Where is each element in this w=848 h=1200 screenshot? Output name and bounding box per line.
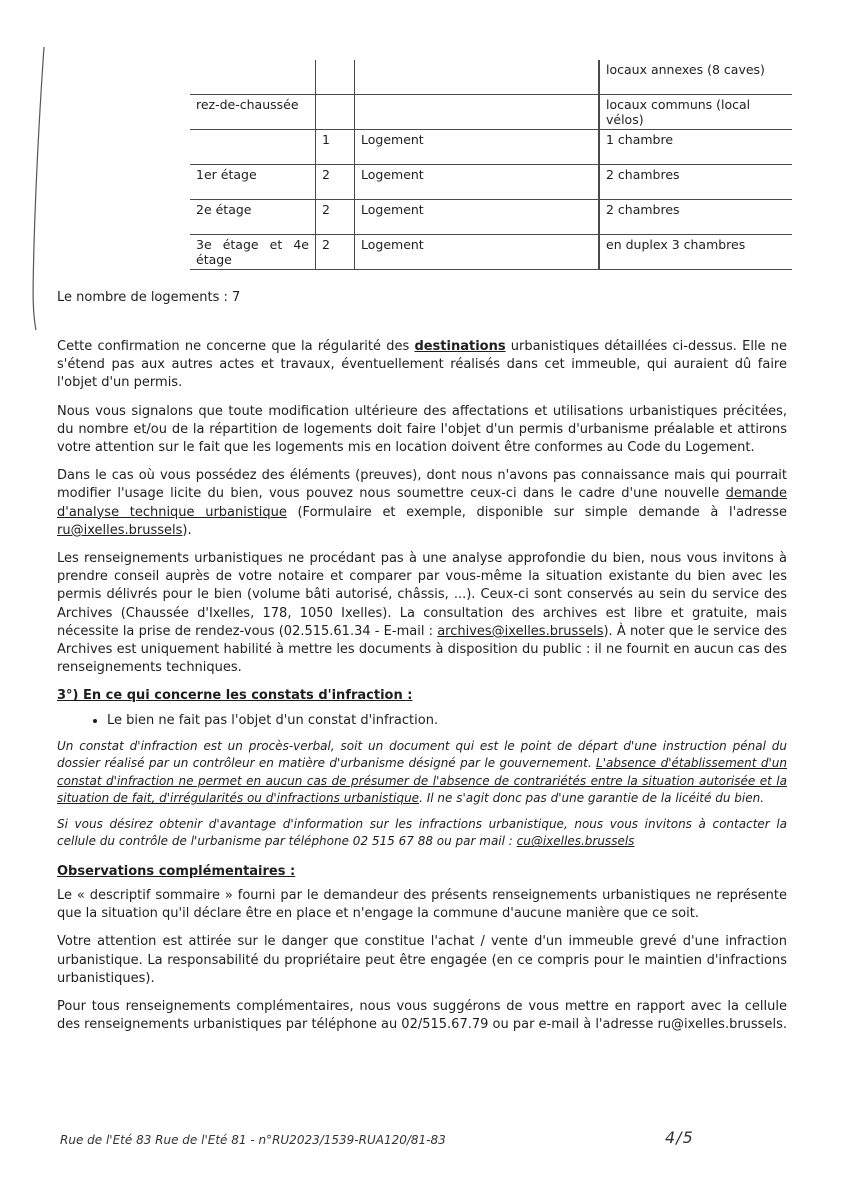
type-cell: Logement <box>355 165 599 200</box>
observation-3: Pour tous renseignements complémentaires, nous vous suggérons de vous mettre en rapport avec la cellule des renseignements urbanistiques par téléphone au 02/515.67.79 ou par e-mail à l'adresse ru@ixelles.brussels. <box>57 999 787 1033</box>
text: ). <box>182 522 192 538</box>
type-cell: Logement <box>355 200 599 235</box>
observation-1: Le « descriptif sommaire » fourni par le demandeur des présents renseignements urbanistiques ne représente que la situation qu'il déclare être en place et n'engage la commune d'aucune manière que ce soit. <box>57 888 787 922</box>
desc-cell: locaux communs (local vélos) <box>600 95 793 130</box>
count-cell <box>316 60 355 95</box>
observation-2: Votre attention est attirée sur le danger que constitue l'achat / vente d'un immeuble grevé d'une infraction urbanistique. La responsabilité du propriétaire peut être engagée (en ce compris pour le maintien d'infractions urbanistiques). <box>57 934 787 986</box>
emphasis-destinations: destinations <box>414 339 506 354</box>
list-item: • Le bien ne fait pas l'objet d'un constat d'infraction. <box>107 712 787 730</box>
level-text-line1: 3e étage et 4e <box>196 237 309 252</box>
level-cell <box>190 60 316 95</box>
table-row <box>190 130 792 165</box>
level-cell <box>190 235 316 270</box>
desc-cell: en duplex 3 chambres <box>600 235 793 270</box>
type-cell: Logement <box>355 235 599 270</box>
count-cell: 2 <box>316 235 355 270</box>
count-cell: 2 <box>316 165 355 200</box>
level-cell: rez-de-chaussée <box>190 95 316 130</box>
table-row <box>190 165 792 200</box>
link-analysis-request[interactable]: demande d'analyse technique urbanistique <box>57 486 787 520</box>
type-cell: Logement <box>355 130 599 165</box>
infraction-list <box>57 712 787 730</box>
text: (Formulaire et exemple, disponible sur simple demande à l'adresse <box>286 504 787 520</box>
paragraph-confirmation <box>57 338 787 393</box>
paragraph-modification: Nous vous signalons que toute modification ultérieure des affectations et utilisations urbanistiques précitées, du nombre et/ou de la répartition de logements doit faire l'objet d'un permis d'urbanisme préalable et attirons votre attention sur le fait que les logements mis en location doivent être conformes au Code du Logement. <box>57 403 787 456</box>
text: . Il ne s'agit donc pas d'une garantie de la licéité du bien. <box>419 791 765 806</box>
observations-heading: Observations complémentaires : <box>57 863 296 879</box>
table-row <box>190 60 792 95</box>
level-cell <box>190 130 316 165</box>
email-link-ru[interactable]: ru@ixelles.brussels <box>57 522 183 538</box>
level-cell: 1er étage <box>190 165 316 200</box>
email-link-cu[interactable]: cu@ixelles.brussels <box>516 834 635 849</box>
text: ). À noter que le service des Archives est uniquement habilité à mettre les documents à disposition du public : il ne fournit en aucun cas des renseignements techniques. <box>57 623 787 676</box>
text: Cette confirmation ne concerne que la régularité des <box>57 339 415 354</box>
table-row <box>190 235 792 270</box>
level-text-line2: étage <box>196 252 232 267</box>
margin-pen-stroke <box>28 45 48 335</box>
section-infraction-heading: 3°) En ce qui concerne les constats d'infraction : <box>57 688 413 704</box>
desc-cell: 2 chambres <box>600 165 793 200</box>
level-cell: 2e étage <box>190 200 316 235</box>
text: Si vous désirez obtenir d'avantage d'information sur les infractions urbanistique, nous vous invitons à contacter la cellule du contrôle de l'urbanisme par téléphone 02 515 67 88 ou par mail : <box>57 816 787 849</box>
type-cell <box>355 95 599 130</box>
table-row <box>190 95 792 130</box>
text: Les renseignements urbanistiques ne procédant pas à une analyse approfondie du bien, nous vous invitons à prendre conseil auprès de votre notaire et comparer par vous-même la situation existante du bien avec les permis délivrés pour le bien (volume bâti autorisé, châssis, ...). Ceux-ci sont conservés au sein du service des Archives (Chaussée d'Ixelles, 178, 1050 Ixelles). La consultation des archives est libre et gratuite, mais nécessite la prise de rendez-vous (02.515.61.34 - E-mail : <box>57 551 787 639</box>
infraction-note <box>57 738 787 808</box>
email-link-archives[interactable]: archives@ixelles.brussels <box>437 623 604 639</box>
paragraph-archives <box>57 550 787 677</box>
desc-cell: 2 chambres <box>600 200 793 235</box>
housing-count: Le nombre de logements : 7 <box>57 290 241 305</box>
text: Dans le cas où vous possédez des éléments (preuves), dont nous n'avons pas connaissance mais qui pourrait modifier l'usage licite du bien, vous pouvez nous soumettre ceux-ci dans le cadre d'une nouvelle <box>57 468 787 502</box>
paragraph-evidence <box>57 467 787 540</box>
page-number: 4/5 <box>665 1128 694 1147</box>
text: Un constat d'infraction est un procès-verbal, soit un document qui est le point de départ d'une instruction pénal du dossier réalisé par un contrôleur en matière d'urbanisme désigné par le gouvernement. <box>57 738 787 771</box>
document-body <box>57 338 787 1044</box>
desc-cell: 1 chambre <box>600 130 793 165</box>
count-cell <box>316 95 355 130</box>
text: urbanistiques détaillées ci-dessus. Elle ne s'étend pas aux autres actes et travaux, éventuellement réalisés dans cet immeuble, qui auraient dû faire l'objet d'un permis. <box>57 339 787 391</box>
desc-cell: locaux annexes (8 caves) <box>600 60 793 95</box>
type-cell <box>355 60 599 95</box>
underlined-statement: L'absence d'établissement d'un constat d'infraction ne permet en aucun cas de présumer de l'absence de contrariétés entre la situation autorisée et la situation de fait, d'irrégularités ou d'infractions urbanistique <box>57 756 787 806</box>
count-cell: 2 <box>316 200 355 235</box>
infraction-contact <box>57 816 787 851</box>
footer-reference: Rue de l'Eté 83 Rue de l'Eté 81 - n°RU2023/1539-RUA120/81-83 <box>60 1133 446 1147</box>
housing-table <box>190 60 792 270</box>
count-cell: 1 <box>316 130 355 165</box>
table-row <box>190 200 792 235</box>
